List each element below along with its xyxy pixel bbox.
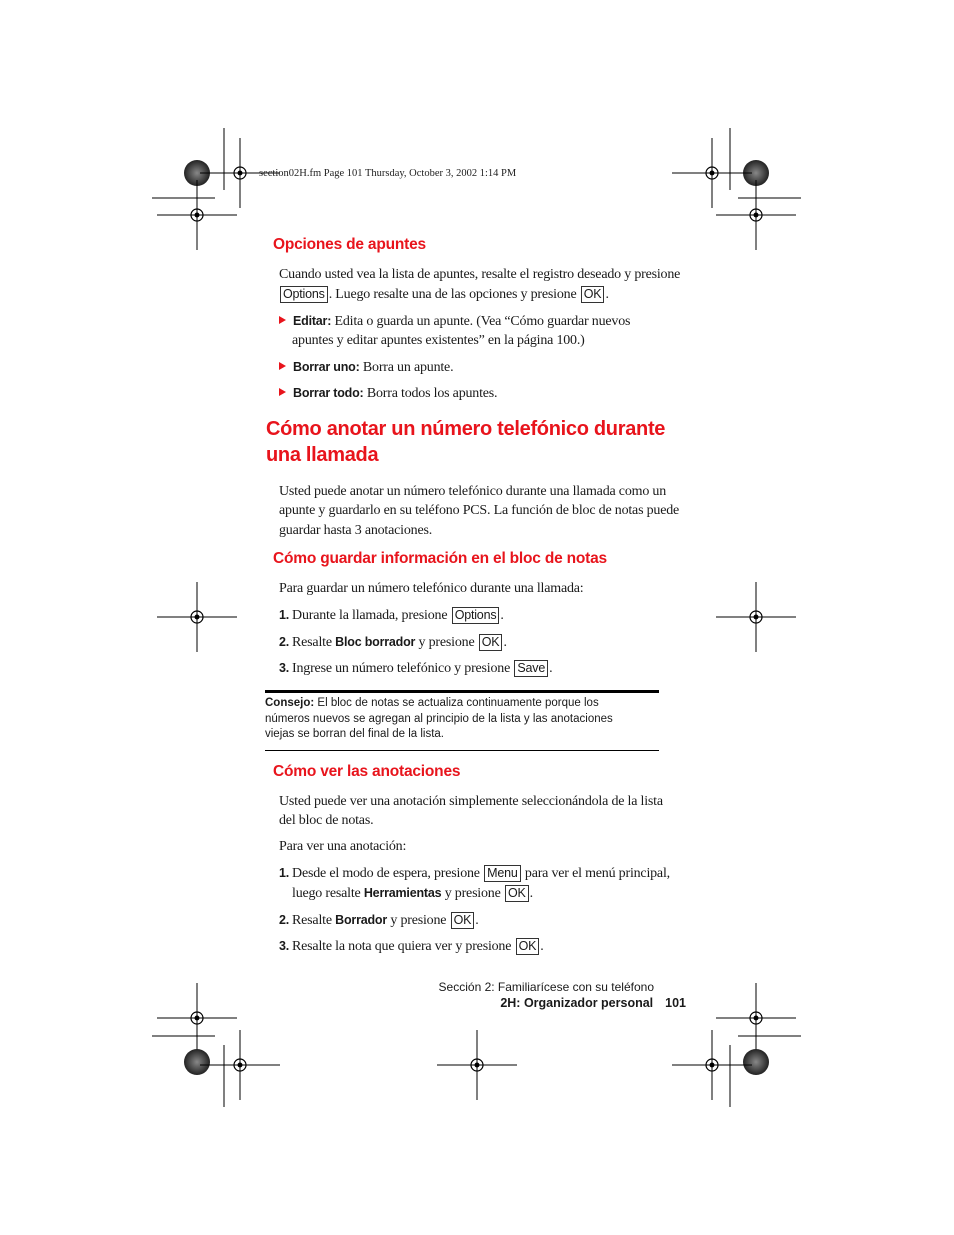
view-step-3: 3. Resalte la nota que quiera ver y presione OK . bbox=[279, 939, 544, 954]
print-header: section02H.fm Page 101 Thursday, October 3, 2002 1:14 PM bbox=[259, 168, 517, 179]
bullet-editar: Editar: Edita o guarda un apunte. (Vea “Cómo guardar nuevos bbox=[279, 311, 630, 332]
starburst-icon bbox=[184, 1049, 210, 1075]
bullet-borrar-todo: Borrar todo: Borra todos los apuntes. bbox=[279, 383, 497, 404]
crosshair-icon bbox=[672, 1030, 752, 1100]
view-step-1: 1. Desde el modo de espera, presione Menu para ver el menú principal, bbox=[279, 866, 670, 881]
bullet-arrow-icon bbox=[279, 316, 286, 324]
main-title: Cómo anotar un número telefónico durante una llamada bbox=[266, 418, 666, 466]
section2-intro: Para guardar un número telefónico durante una llamada: bbox=[279, 581, 584, 596]
tip-top-rule bbox=[265, 690, 659, 693]
section1-intro-line1: Cuando usted vea la lista de apuntes, resalte el registro deseado y presione bbox=[279, 267, 681, 282]
key-ok: OK bbox=[505, 885, 529, 902]
crosshair-icon bbox=[157, 180, 237, 250]
key-ok: OK bbox=[479, 634, 503, 651]
bullet-arrow-icon bbox=[279, 388, 286, 396]
crosshair-icon bbox=[716, 582, 796, 652]
crosshair-icon bbox=[716, 983, 796, 1053]
footer-chapter: 2H: Organizador personal 101 bbox=[500, 996, 686, 1010]
main-intro-2: apunte y guardarlo en su teléfono PCS. La función de bloc de notas puede bbox=[279, 503, 680, 518]
step-1: 1. Durante la llamada, presione Options . bbox=[279, 608, 504, 623]
section3-intro-3: Para ver una anotación: bbox=[279, 839, 407, 854]
crosshair-icon bbox=[716, 180, 796, 250]
key-ok: OK bbox=[516, 938, 540, 955]
section-heading-opciones: Opciones de apuntes bbox=[273, 236, 426, 253]
section-heading-guardar: Cómo guardar información en el bloc de notas bbox=[273, 550, 607, 567]
key-ok: OK bbox=[581, 286, 605, 303]
page-number: 101 bbox=[665, 996, 686, 1010]
section3-intro-2: del bloc de notas. bbox=[279, 813, 374, 828]
crosshair-icon bbox=[200, 1030, 280, 1100]
key-options: Options bbox=[280, 286, 328, 303]
bullet-editar-cont: apuntes y editar apuntes existentes” en la página 100.) bbox=[292, 333, 585, 348]
main-intro-1: Usted puede anotar un número telefónico durante una llamada como un bbox=[279, 484, 667, 499]
crosshair-icon bbox=[437, 1030, 517, 1100]
key-options: Options bbox=[452, 607, 500, 624]
crosshair-icon bbox=[157, 582, 237, 652]
tip-box: Consejo: El bloc de notas se actualiza continuamente porque los números nuevos se agregan al principio de la lista y las anotaciones viejas se borran del final de la lista. bbox=[265, 697, 613, 740]
view-step-1-cont: luego resalte Herramientas y presione OK . bbox=[292, 886, 533, 901]
step-2: 2. Resalte Bloc borrador y presione OK . bbox=[279, 635, 507, 650]
section3-intro-1: Usted puede ver una anotación simplemente seleccionándola de la lista bbox=[279, 794, 663, 809]
section-heading-ver: Cómo ver las anotaciones bbox=[273, 763, 461, 780]
view-step-2: 2. Resalte Borrador y presione OK . bbox=[279, 913, 479, 928]
starburst-icon bbox=[743, 1049, 769, 1075]
bullet-borrar-uno: Borrar uno: Borra un apunte. bbox=[279, 357, 453, 378]
crosshair-icon bbox=[157, 983, 237, 1053]
tip-label: Consejo: bbox=[265, 697, 315, 709]
tip-bottom-rule bbox=[265, 750, 659, 751]
key-menu: Menu bbox=[484, 865, 520, 882]
bullet-arrow-icon bbox=[279, 362, 286, 370]
key-ok: OK bbox=[451, 912, 475, 929]
main-intro-3: guardar hasta 3 anotaciones. bbox=[279, 523, 433, 538]
footer-section: Sección 2: Familiarícese con su teléfono bbox=[438, 980, 654, 994]
step-3: 3. Ingrese un número telefónico y presione Save . bbox=[279, 661, 553, 676]
section1-intro-line2: Options . Luego resalte una de las opciones y presione OK . bbox=[279, 285, 609, 305]
key-save: Save bbox=[514, 660, 548, 677]
